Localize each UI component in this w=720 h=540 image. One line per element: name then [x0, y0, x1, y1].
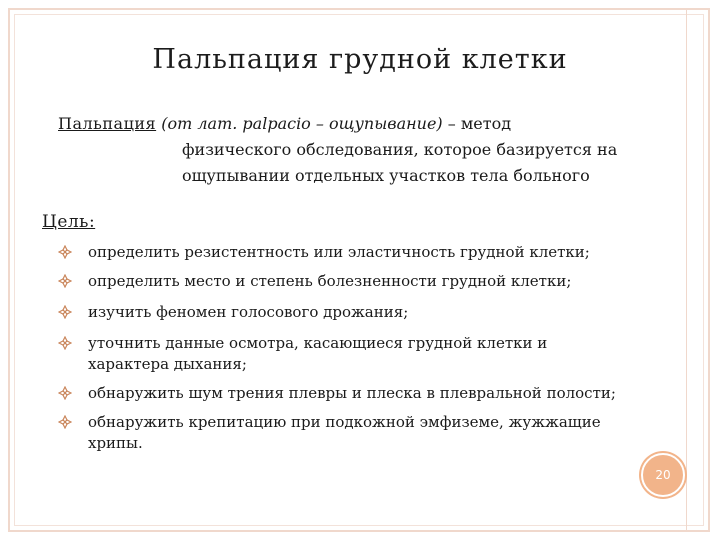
diamond-bullet-icon	[58, 245, 72, 259]
list-item	[58, 333, 618, 375]
decorative-side-line	[686, 8, 687, 532]
diamond-bullet-icon	[58, 386, 72, 400]
list-item	[58, 271, 618, 292]
diamond-bullet-icon	[58, 305, 72, 319]
goal-text: обнаружить крепитацию при подкожной эмфиземе, жужжащие хрипы.	[88, 413, 601, 452]
diamond-bullet-icon	[58, 336, 72, 350]
goal-heading: Цель:	[42, 212, 96, 232]
list-item	[58, 412, 618, 454]
definition-term: Пальпация	[58, 114, 157, 133]
definition-block	[58, 111, 628, 189]
goal-text: обнаружить шум трения плевры и плеска в плевральной полости;	[88, 384, 616, 402]
page-number-badge: 20	[641, 453, 685, 497]
diamond-bullet-icon	[58, 415, 72, 429]
list-item	[58, 302, 618, 323]
list-item	[58, 383, 618, 404]
list-item	[58, 242, 618, 263]
definition-origin: (от лат. palpacio – ощупывание)	[161, 114, 443, 133]
slide-title: Пальпация грудной клетки	[152, 44, 568, 75]
diamond-bullet-icon	[58, 274, 72, 288]
definition-text-rest: физического обследования, которое базируется на ощупывании отдельных участков тела больного	[182, 140, 618, 185]
goal-list	[58, 242, 618, 462]
goal-text: определить резистентность или эластичность грудной клетки;	[88, 243, 590, 261]
goal-text: изучить феномен голосового дрожания;	[88, 303, 409, 321]
goal-text: определить место и степень болезненности грудной клетки;	[88, 272, 572, 290]
goal-text: уточнить данные осмотра, касающиеся грудной клетки и характера дыхания;	[88, 334, 548, 373]
definition-text-line1: – метод	[447, 114, 512, 133]
